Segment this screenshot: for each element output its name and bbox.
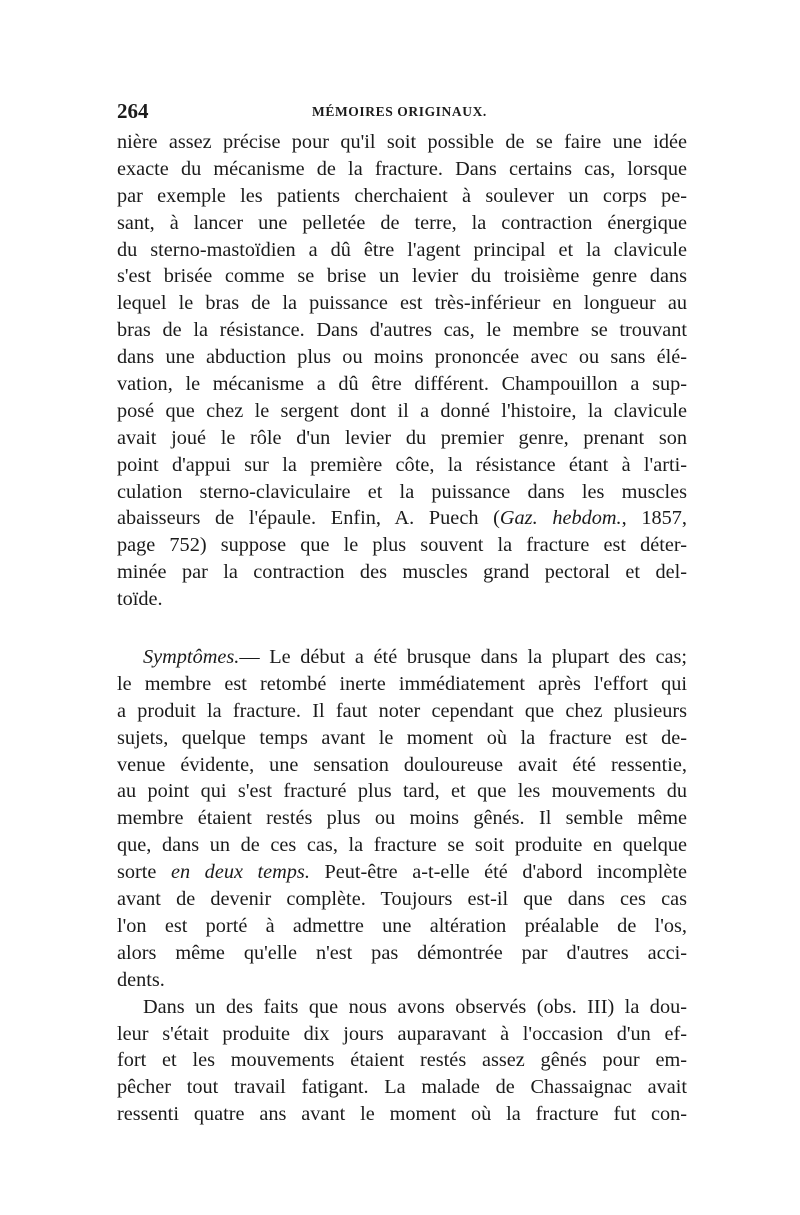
text-line: venue évidente, une sensation douloureuse avait été ressentie, <box>117 753 687 776</box>
text-line: a produit la fracture. Il faut noter cependant que chez plusieurs <box>117 699 687 722</box>
text-line: le membre est retombé inerte immédiatement après l'effort qui <box>117 672 687 695</box>
text-line: ressenti quatre ans avant le moment où la fracture fut con- <box>117 1103 687 1126</box>
text-line: que, dans un de ces cas, la fracture se soit produite en quelque <box>117 834 687 857</box>
text-line: sujets, quelque temps avant le moment où la fracture est de- <box>117 726 687 749</box>
text-line-emphasis <box>117 859 687 886</box>
text-line: culation sterno-claviculaire et la puissance dans les muscles <box>117 480 687 503</box>
text-line: par exemple les patients cherchaient à soulever un corps pe- <box>117 184 687 207</box>
text-line: avant de devenir complète. Toujours est-il que dans ces cas <box>117 888 687 911</box>
body-text <box>117 129 687 1128</box>
text-line: dents. <box>117 968 165 991</box>
paragraph-mechanism <box>117 129 687 613</box>
text-line: du sterno-mastoïdien a dû être l'agent principal et la clavicule <box>117 238 687 261</box>
text-line: leur s'était produite dix jours auparavant à l'occasion d'un ef- <box>117 1022 687 1045</box>
text-line: bras de la résistance. Dans d'autres cas, le membre se trouvant <box>117 319 687 342</box>
text-line: page 752) suppose que le plus souvent la fracture est déter- <box>117 534 687 557</box>
text-line-heading <box>117 644 687 671</box>
text-line: Dans un des faits que nous avons observés (obs. III) la dou- <box>143 995 687 1018</box>
emphasis-text: en deux temps. <box>170 861 310 884</box>
text-line: exacte du mécanisme de la fracture. Dans certains cas, lorsque <box>117 157 687 180</box>
text-segment: , 1857, <box>621 507 687 530</box>
paragraph-gap <box>117 613 687 644</box>
text-line: s'est brisée comme se brise un levier du troisième genre dans <box>117 265 687 288</box>
page-number: 264 <box>117 99 149 123</box>
text-segment: sorte <box>117 861 171 884</box>
text-line: membre étaient restés plus ou moins gênés. Il semble même <box>117 807 687 830</box>
text-line: posé que chez le sergent dont il a donné l'histoire, la clavicule <box>117 399 687 422</box>
text-line: minée par la contraction des muscles grand pectoral et del- <box>117 561 687 584</box>
text-line: point d'appui sur la première côte, la résistance étant à l'arti- <box>117 453 687 476</box>
paragraph-symptoms <box>117 644 687 994</box>
section-heading: Symptômes. <box>143 646 240 669</box>
text-segment: — Le début a été brusque dans la plupart des cas; <box>239 646 687 669</box>
text-line: vation, le mécanisme a dû être différent. Champouillon a sup- <box>117 373 687 396</box>
text-line: au point qui s'est fracturé plus tard, et que les mouvements du <box>117 780 687 803</box>
text-line: lequel le bras de la puissance est très-inférieur en longueur au <box>117 292 687 315</box>
text-line: sant, à lancer une pelletée de terre, la contraction énergique <box>117 211 687 234</box>
citation-journal: Gaz. hebdom. <box>499 507 622 530</box>
text-line: l'on est porté à admettre une altération préalable de l'os, <box>117 914 687 937</box>
running-head: MÉMOIRES ORIGINAUX. <box>312 104 487 119</box>
text-line: alors même qu'elle n'est pas démontrée par d'autres acci- <box>117 941 687 964</box>
text-line: dans une abduction plus ou moins prononcée avec ou sans élé- <box>117 346 687 369</box>
page-header <box>117 98 687 126</box>
paragraph-observations <box>117 994 687 1128</box>
text-line-citation <box>117 505 687 532</box>
text-line: fort et les mouvements étaient restés assez gênés pour em- <box>117 1049 687 1072</box>
text-line: avait joué le rôle d'un levier du premier genre, prenant son <box>117 426 687 449</box>
text-line: pêcher tout travail fatigant. La malade de Chassaignac avait <box>117 1076 687 1099</box>
text-line: nière assez précise pour qu'il soit possible de se faire une idée <box>117 131 687 153</box>
text-segment: Peut-être a-t-elle été d'abord incomplète <box>309 861 687 884</box>
text-segment: abaisseurs de l'épaule. Enfin, A. Puech ( <box>117 507 500 530</box>
text-line: toïde. <box>117 588 163 611</box>
